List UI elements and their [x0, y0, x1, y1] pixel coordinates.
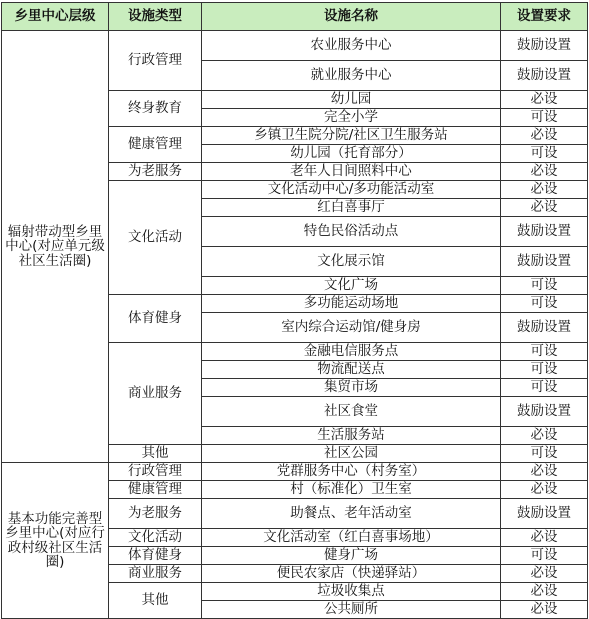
facility-name: 室内综合运动馆/健身房 [202, 313, 501, 343]
facility-name: 红白喜事厅 [202, 199, 501, 217]
table-header-row [2, 3, 588, 31]
facility-name: 生活服务站 [202, 427, 501, 445]
requirement: 鼓励设置 [501, 247, 588, 277]
facility-name: 物流配送点 [202, 361, 501, 379]
requirement: 可设 [501, 547, 588, 565]
facility-name: 文化活动室（红白喜事场地） [202, 529, 501, 547]
type-cell: 商业服务 [109, 565, 202, 583]
type-cell: 健康管理 [109, 481, 202, 499]
requirement: 鼓励设置 [501, 61, 588, 91]
type-cell: 终身教育 [109, 91, 202, 127]
requirement: 必设 [501, 463, 588, 481]
facility-name: 文化活动中心/多功能活动室 [202, 181, 501, 199]
requirement: 可设 [501, 109, 588, 127]
facility-name: 乡镇卫生院分院/社区卫生服务站 [202, 127, 501, 145]
facility-name: 社区公园 [202, 445, 501, 463]
facility-name: 多功能运动场地 [202, 295, 501, 313]
requirement: 可设 [501, 145, 588, 163]
facility-name: 村（标准化）卫生室 [202, 481, 501, 499]
type-cell: 文化活动 [109, 181, 202, 295]
requirement: 必设 [501, 601, 588, 619]
type-cell: 其他 [109, 583, 202, 619]
facility-name: 特色民俗活动点 [202, 217, 501, 247]
facility-name: 文化广场 [202, 277, 501, 295]
facility-name: 集贸市场 [202, 379, 501, 397]
requirement: 鼓励设置 [501, 397, 588, 427]
facility-name: 垃圾收集点 [202, 583, 501, 601]
requirement: 鼓励设置 [501, 499, 588, 529]
header-level: 乡里中心层级 [2, 3, 109, 31]
requirement: 可设 [501, 379, 588, 397]
requirement: 必设 [501, 481, 588, 499]
header-type: 设施类型 [109, 3, 202, 31]
level-cell: 基本功能完善型乡里中心(对应行政村级社区生活圈) [2, 463, 109, 619]
type-cell: 体育健身 [109, 295, 202, 343]
requirement: 必设 [501, 529, 588, 547]
requirement: 可设 [501, 361, 588, 379]
facility-name: 党群服务中心（村务室） [202, 463, 501, 481]
facility-name: 幼儿园 [202, 91, 501, 109]
facility-name: 助餐点、老年活动室 [202, 499, 501, 529]
requirement: 必设 [501, 427, 588, 445]
requirement: 鼓励设置 [501, 217, 588, 247]
type-cell: 行政管理 [109, 31, 202, 91]
header-name: 设施名称 [202, 3, 501, 31]
facility-name: 社区食堂 [202, 397, 501, 427]
requirement: 必设 [501, 583, 588, 601]
facility-name: 文化展示馆 [202, 247, 501, 277]
requirement: 必设 [501, 565, 588, 583]
requirement: 必设 [501, 91, 588, 109]
type-cell: 文化活动 [109, 529, 202, 547]
type-cell: 为老服务 [109, 499, 202, 529]
facility-name: 幼儿园（托育部分） [202, 145, 501, 163]
type-cell: 健康管理 [109, 127, 202, 163]
requirement: 可设 [501, 277, 588, 295]
facility-name: 完全小学 [202, 109, 501, 127]
requirement: 可设 [501, 445, 588, 463]
table-row [2, 463, 588, 481]
requirement: 必设 [501, 163, 588, 181]
facility-name: 就业服务中心 [202, 61, 501, 91]
requirement: 必设 [501, 127, 588, 145]
type-cell: 为老服务 [109, 163, 202, 181]
header-requirement: 设置要求 [501, 3, 588, 31]
requirement: 必设 [501, 199, 588, 217]
requirement: 鼓励设置 [501, 31, 588, 61]
type-cell: 商业服务 [109, 343, 202, 445]
table-row [2, 31, 588, 61]
facility-requirements-table [1, 2, 588, 619]
type-cell: 其他 [109, 445, 202, 463]
facility-name: 公共厕所 [202, 601, 501, 619]
requirement: 可设 [501, 343, 588, 361]
facility-name: 金融电信服务点 [202, 343, 501, 361]
requirement: 鼓励设置 [501, 313, 588, 343]
level-cell: 辐射带动型乡里中心(对应单元级社区生活圈) [2, 31, 109, 463]
facility-name: 便民农家店（快递驿站） [202, 565, 501, 583]
type-cell: 行政管理 [109, 463, 202, 481]
facility-name: 健身广场 [202, 547, 501, 565]
facility-name: 老年人日间照料中心 [202, 163, 501, 181]
facility-name: 农业服务中心 [202, 31, 501, 61]
type-cell: 体育健身 [109, 547, 202, 565]
requirement: 可设 [501, 295, 588, 313]
requirement: 必设 [501, 181, 588, 199]
